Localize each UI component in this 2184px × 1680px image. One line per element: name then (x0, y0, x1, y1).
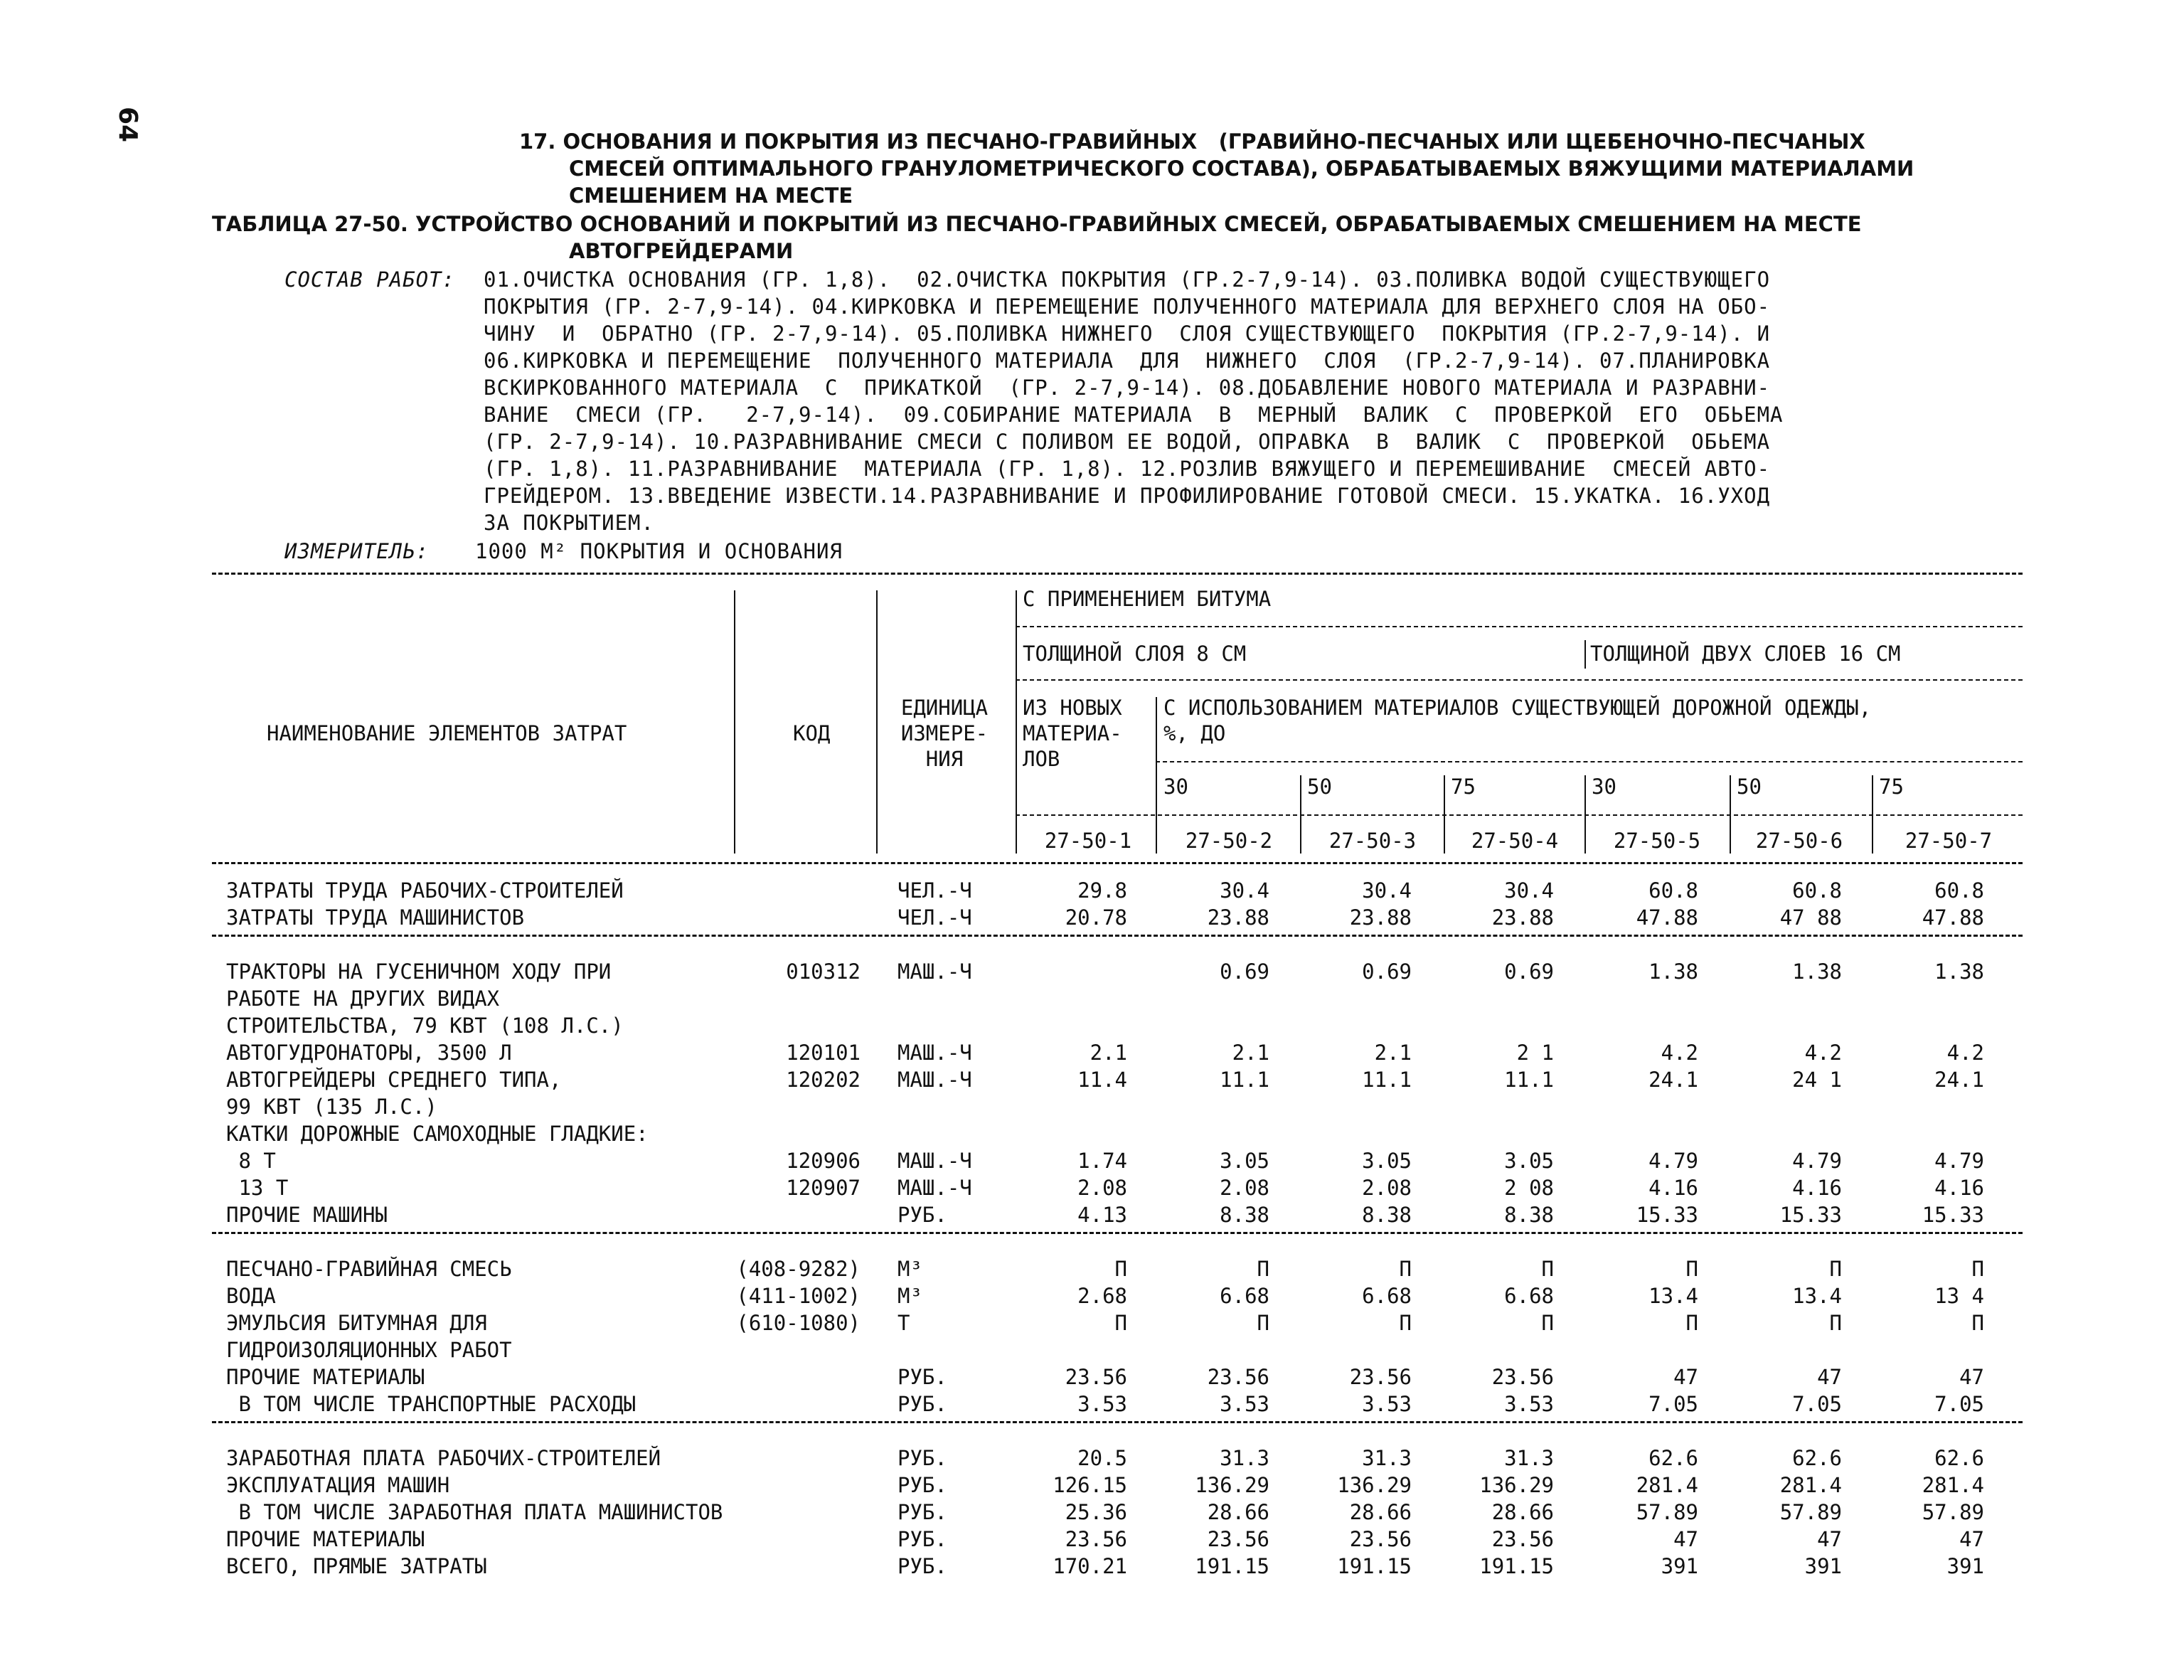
row-name: 99 КВТ (135 Л.С.) (226, 1095, 437, 1119)
section-title-line-2: СМЕСЕЙ ОПТИМАЛЬНОГО ГРАНУЛОМЕТРИЧЕСКОГО СОСТАВА), ОБРАБАТЫВАЕМЫХ ВЯЖУЩИМИ МАТЕРИАЛАМИ (569, 156, 1914, 181)
row-value: 23.88 (1207, 905, 1269, 930)
row-value: П (1541, 1311, 1554, 1335)
header-existing-percent: %, ДО (1163, 721, 1226, 745)
header-column-code: 27-50-6 (1755, 829, 1843, 853)
header-new-materials: ИЗ НОВЫХ (1023, 696, 1122, 720)
row-value: 47 (1817, 1365, 1842, 1389)
row-value: 62.6 (1792, 1446, 1842, 1470)
row-value: 60.8 (1792, 878, 1842, 903)
table-rule (212, 1232, 2023, 1234)
header-unit-col: НИЯ (925, 747, 964, 771)
header-unit-col: ИЗМЕРЕ- (900, 721, 989, 745)
column-separator (1444, 775, 1445, 854)
row-value: П (1541, 1257, 1554, 1281)
column-separator (1584, 640, 1586, 669)
row-value: 13.4 (1648, 1284, 1698, 1308)
row-value: 47 (1673, 1365, 1698, 1389)
row-value: 136.29 (1195, 1473, 1269, 1497)
row-value: П (1829, 1257, 1842, 1281)
row-value: 6.68 (1362, 1284, 1412, 1308)
row-value: 24 1 (1792, 1068, 1842, 1092)
row-value: 8.38 (1220, 1203, 1269, 1227)
row-value: 2.1 (1374, 1041, 1412, 1065)
row-value: 47 (1959, 1365, 1984, 1389)
header-bitumen: С ПРИМЕНЕНИЕМ БИТУМА (1023, 587, 1272, 611)
row-unit: ЧЕЛ.-Ч (897, 905, 972, 930)
row-value: 3.05 (1220, 1149, 1269, 1173)
row-value: П (1257, 1311, 1269, 1335)
row-value: 4.2 (1661, 1041, 1698, 1065)
row-value: 15.33 (1922, 1203, 1984, 1227)
row-value: 0.69 (1220, 959, 1269, 984)
row-value: 23.56 (1491, 1365, 1554, 1389)
row-name: ПЕСЧАНО-ГРАВИЙНАЯ СМЕСЬ (226, 1257, 512, 1281)
row-unit: МАШ.-Ч (897, 1041, 972, 1065)
column-separator (734, 590, 735, 854)
row-value: 30.4 (1220, 878, 1269, 903)
row-value: 2 08 (1504, 1176, 1554, 1200)
header-percent: 50 (1307, 775, 1332, 799)
row-value: 281.4 (1922, 1473, 1984, 1497)
row-value: 47 88 (1779, 905, 1842, 930)
row-value: 23.56 (1349, 1527, 1412, 1551)
row-code: 120101 (786, 1041, 861, 1065)
row-value: 30.4 (1504, 878, 1554, 903)
row-value: 31.3 (1220, 1446, 1269, 1470)
header-column-code: 27-50-7 (1905, 829, 1993, 853)
row-name: СТРОИТЕЛЬСТВА, 79 КВТ (108 Л.С.) (226, 1014, 624, 1038)
row-value: 23.56 (1065, 1365, 1127, 1389)
row-value: 60.8 (1648, 878, 1698, 903)
row-name: ЭКСПЛУАТАЦИЯ МАШИН (226, 1473, 450, 1497)
row-value: 62.6 (1648, 1446, 1698, 1470)
row-value: 1.38 (1648, 959, 1698, 984)
row-name: 8 Т (226, 1149, 276, 1173)
row-code: 010312 (786, 959, 861, 984)
header-thickness-8: ТОЛЩИНОЙ СЛОЯ 8 СМ (1023, 642, 1247, 666)
row-value: 2.08 (1362, 1176, 1412, 1200)
row-value: П (1685, 1311, 1698, 1335)
row-name: ПРОЧИЕ МАШИНЫ (226, 1203, 388, 1227)
row-value: 23.88 (1491, 905, 1554, 930)
row-value: 15.33 (1779, 1203, 1842, 1227)
row-value: 25.36 (1065, 1500, 1127, 1524)
row-value: 11.4 (1077, 1068, 1127, 1092)
header-name-col: НАИМЕНОВАНИЕ ЭЛЕМЕНТОВ ЗАТРАТ (267, 721, 627, 745)
row-value: 4.16 (1934, 1176, 1984, 1200)
row-name: КАТКИ ДОРОЖНЫЕ САМОХОДНЫЕ ГЛАДКИЕ: (226, 1122, 649, 1146)
row-value: 47 (1673, 1527, 1698, 1551)
table-rule (212, 862, 2023, 864)
row-name: ГИДРОИЗОЛЯЦИОННЫХ РАБОТ (226, 1338, 512, 1362)
row-unit: РУБ. (897, 1203, 947, 1227)
composition-line: ВАНИЕ СМЕСИ (ГР. 2-7,9-14). 09.СОБИРАНИЕ МАТЕРИАЛА В МЕРНЫЙ ВАЛИК С ПРОВЕРКОЙ ЕГО ОБЬЕМА (484, 403, 1784, 427)
row-value: 191.15 (1195, 1554, 1269, 1578)
row-value: П (1114, 1257, 1127, 1281)
row-unit: Т (897, 1311, 910, 1335)
row-value: 4.2 (1804, 1041, 1842, 1065)
header-percent: 30 (1163, 775, 1188, 799)
row-name: 13 Т (226, 1176, 289, 1200)
row-value: 136.29 (1337, 1473, 1412, 1497)
composition-line: (ГР. 1,8). 11.РАЗРАВНИВАНИЕ МАТЕРИАЛА (ГР. 1,8). 12.РОЗЛИВ ВЯЖУЩЕГО И ПЕРЕМЕШИВАНИЕ СМЕСЕЙ АВТО- (484, 457, 1771, 481)
row-value: 20.5 (1077, 1446, 1127, 1470)
header-percent: 75 (1451, 775, 1476, 799)
row-value: 4.79 (1648, 1149, 1698, 1173)
row-code: (610-1080) (736, 1311, 861, 1335)
row-unit: МАШ.-Ч (897, 959, 972, 984)
column-separator (1872, 775, 1873, 854)
row-value: 1.38 (1792, 959, 1842, 984)
row-value: П (1971, 1311, 1984, 1335)
composition-line: ГРЕЙДЕРОМ. 13.ВВЕДЕНИЕ ИЗВЕСТИ.14.РАЗРАВНИВАНИЕ И ПРОФИЛИРОВАНИЕ ГОТОВОЙ СМЕСИ. 15.УКАТКА. 16.УХОД (484, 484, 1771, 508)
row-value: 47.88 (1636, 905, 1698, 930)
header-column-code: 27-50-3 (1328, 829, 1417, 853)
row-unit: ЧЕЛ.-Ч (897, 878, 972, 903)
row-value: 28.66 (1491, 1500, 1554, 1524)
row-code: 120202 (786, 1068, 861, 1092)
row-value: 126.15 (1053, 1473, 1127, 1497)
row-value: 60.8 (1934, 878, 1984, 903)
row-name: ПРОЧИЕ МАТЕРИАЛЫ (226, 1527, 425, 1551)
row-value: 29.8 (1077, 878, 1127, 903)
row-value: 23.56 (1207, 1365, 1269, 1389)
row-value: 1.38 (1934, 959, 1984, 984)
table-rule (212, 1421, 2023, 1423)
table-rule (212, 573, 2023, 575)
composition-line: ПОКРЫТИЯ (ГР. 2-7,9-14). 04.КИРКОВКА И ПЕРЕМЕЩЕНИЕ ПОЛУЧЕННОГО МАТЕРИАЛА ДЛЯ ВЕРХНЕГО СЛОЯ НА ОБО- (484, 294, 1771, 319)
row-name: ЭМУЛЬСИЯ БИТУМНАЯ ДЛЯ (226, 1311, 487, 1335)
header-new-materials: ЛОВ (1023, 747, 1060, 771)
row-value: 57.89 (1779, 1500, 1842, 1524)
row-value: 4.16 (1648, 1176, 1698, 1200)
row-value: 4.79 (1934, 1149, 1984, 1173)
header-percent: 30 (1592, 775, 1616, 799)
row-name: В ТОМ ЧИСЛЕ ЗАРАБОТНАЯ ПЛАТА МАШИНИСТОВ (226, 1500, 723, 1524)
header-existing-materials: С ИСПОЛЬЗОВАНИЕМ МАТЕРИАЛОВ СУЩЕСТВУЮЩЕЙ ДОРОЖНОЙ ОДЕЖДЫ, (1163, 696, 1872, 720)
row-value: 13.4 (1792, 1284, 1842, 1308)
row-value: 15.33 (1636, 1203, 1698, 1227)
row-value: 191.15 (1479, 1554, 1554, 1578)
column-separator (1156, 697, 1157, 854)
row-value: 57.89 (1922, 1500, 1984, 1524)
composition-line: 06.КИРКОВКА И ПЕРЕМЕЩЕНИЕ ПОЛУЧЕННОГО МАТЕРИАЛА ДЛЯ НИЖНЕГО СЛОЯ (ГР.2-7,9-14). 07.ПЛАНИРОВКА (484, 349, 1771, 373)
row-name: ПРОЧИЕ МАТЕРИАЛЫ (226, 1365, 425, 1389)
row-unit: РУБ. (897, 1527, 947, 1551)
column-separator (1584, 775, 1586, 854)
composition-label: СОСТАВ РАБОТ: (284, 267, 455, 292)
header-percent: 50 (1737, 775, 1762, 799)
row-value: 4.2 (1946, 1041, 1984, 1065)
table-rule (1016, 679, 2023, 681)
row-value: 0.69 (1362, 959, 1412, 984)
row-value: 191.15 (1337, 1554, 1412, 1578)
row-name: ВОДА (226, 1284, 276, 1308)
row-value: 391 (1946, 1554, 1984, 1578)
row-value: 47 (1959, 1527, 1984, 1551)
row-value: 3.05 (1362, 1149, 1412, 1173)
row-value: 3.53 (1077, 1392, 1127, 1416)
section-title-line-3: СМЕШЕНИЕМ НА МЕСТЕ (569, 184, 853, 208)
table-rule (1156, 761, 2023, 762)
row-unit: РУБ. (897, 1473, 947, 1497)
table-title-line-1: ТАБЛИЦА 27-50. УСТРОЙСТВО ОСНОВАНИЙ И ПОКРЫТИЙ ИЗ ПЕСЧАНО-ГРАВИЙНЫХ СМЕСЕЙ, ОБРАБАТЫВАЕМЫХ СМЕШЕНИЕМ НА МЕСТЕ (212, 212, 1862, 236)
row-value: 281.4 (1779, 1473, 1842, 1497)
row-unit: М³ (897, 1284, 922, 1308)
row-value: 2 1 (1516, 1041, 1554, 1065)
row-unit: МАШ.-Ч (897, 1149, 972, 1173)
row-value: 62.6 (1934, 1446, 1984, 1470)
row-value: 31.3 (1504, 1446, 1554, 1470)
row-value: 2.08 (1220, 1176, 1269, 1200)
section-title-line-1: 17. ОСНОВАНИЯ И ПОКРЫТИЯ ИЗ ПЕСЧАНО-ГРАВИЙНЫХ (ГРАВИЙНО-ПЕСЧАНЫХ ИЛИ ЩЕБЕНОЧНО-ПЕСЧАНЫХ (519, 129, 1865, 154)
row-value: 3.53 (1220, 1392, 1269, 1416)
header-column-code: 27-50-5 (1613, 829, 1701, 853)
row-value: П (1971, 1257, 1984, 1281)
header-column-code: 27-50-4 (1471, 829, 1559, 853)
row-unit: М³ (897, 1257, 922, 1281)
header-thickness-16: ТОЛЩИНОЙ ДВУХ СЛОЕВ 16 СМ (1590, 642, 1901, 666)
row-name: ЗАТРАТЫ ТРУДА МАШИНИСТОВ (226, 905, 525, 930)
row-name: РАБОТЕ НА ДРУГИХ ВИДАХ (226, 987, 500, 1011)
row-value: 1.74 (1077, 1149, 1127, 1173)
table-rule (1016, 626, 2023, 627)
row-value: 6.68 (1220, 1284, 1269, 1308)
header-column-code: 27-50-1 (1044, 829, 1132, 853)
row-unit: МАШ.-Ч (897, 1068, 972, 1092)
row-value: 391 (1804, 1554, 1842, 1578)
row-value: 28.66 (1349, 1500, 1412, 1524)
row-value: 11.1 (1362, 1068, 1412, 1092)
row-value: 13 4 (1934, 1284, 1984, 1308)
row-value: 23.88 (1349, 905, 1412, 930)
row-name: В ТОМ ЧИСЛЕ ТРАНСПОРТНЫЕ РАСХОДЫ (226, 1392, 636, 1416)
row-unit: РУБ. (897, 1392, 947, 1416)
row-name: ЗАРАБОТНАЯ ПЛАТА РАБОЧИХ-СТРОИТЕЛЕЙ (226, 1446, 661, 1470)
row-value: 11.1 (1220, 1068, 1269, 1092)
row-value: 3.05 (1504, 1149, 1554, 1173)
row-value: 8.38 (1362, 1203, 1412, 1227)
row-value: 24.1 (1648, 1068, 1698, 1092)
row-code: 120906 (786, 1149, 861, 1173)
row-value: 391 (1661, 1554, 1698, 1578)
header-percent: 75 (1879, 775, 1904, 799)
row-value: 20.78 (1065, 905, 1127, 930)
row-value: 281.4 (1636, 1473, 1698, 1497)
row-value: 23.56 (1065, 1527, 1127, 1551)
row-code: (408-9282) (736, 1257, 861, 1281)
composition-line: ЧИНУ И ОБРАТНО (ГР. 2-7,9-14). 05.ПОЛИВКА НИЖНЕГО СЛОЯ СУЩЕСТВУЮЩЕГО ПОКРЫТИЯ (ГР.2-7,9-14). И (484, 321, 1771, 346)
row-unit: МАШ.-Ч (897, 1176, 972, 1200)
row-value: 7.05 (1934, 1392, 1984, 1416)
row-code: (411-1002) (736, 1284, 861, 1308)
row-value: 3.53 (1362, 1392, 1412, 1416)
row-value: 23.56 (1349, 1365, 1412, 1389)
composition-line: (ГР. 2-7,9-14). 10.РАЗРАВНИВАНИЕ СМЕСИ С ПОЛИВОМ ЕЕ ВОДОЙ, ОПРАВКА В ВАЛИК С ПРОВЕРКОЙ ОБЬЕМА (484, 430, 1771, 454)
row-value: 2.68 (1077, 1284, 1127, 1308)
row-value: 2.1 (1232, 1041, 1269, 1065)
row-value: 4.79 (1792, 1149, 1842, 1173)
row-value: 47 (1817, 1527, 1842, 1551)
column-separator (1730, 775, 1731, 854)
row-value: П (1114, 1311, 1127, 1335)
row-value: 7.05 (1792, 1392, 1842, 1416)
row-value: 11.1 (1504, 1068, 1554, 1092)
row-unit: РУБ. (897, 1554, 947, 1578)
composition-line: ЗА ПОКРЫТИЕМ. (484, 511, 654, 535)
row-value: 47.88 (1922, 905, 1984, 930)
measure-label: ИЗМЕРИТЕЛЬ: (284, 539, 430, 563)
row-unit: РУБ. (897, 1446, 947, 1470)
row-value: П (1829, 1311, 1842, 1335)
header-code-col: КОД (793, 721, 831, 745)
row-value: 7.05 (1648, 1392, 1698, 1416)
row-value: П (1257, 1257, 1269, 1281)
row-value: П (1399, 1257, 1412, 1281)
row-value: 2.08 (1077, 1176, 1127, 1200)
row-code: 120907 (786, 1176, 861, 1200)
row-value: П (1685, 1257, 1698, 1281)
row-value: 6.68 (1504, 1284, 1554, 1308)
table-title-line-2: АВТОГРЕЙДЕРАМИ (569, 239, 794, 263)
header-column-code: 27-50-2 (1185, 829, 1273, 853)
row-value: 0.69 (1504, 959, 1554, 984)
column-separator (876, 590, 878, 854)
row-value: П (1399, 1311, 1412, 1335)
row-value: 30.4 (1362, 878, 1412, 903)
row-value: 57.89 (1636, 1500, 1698, 1524)
row-unit: РУБ. (897, 1365, 947, 1389)
row-value: 28.66 (1207, 1500, 1269, 1524)
row-value: 170.21 (1053, 1554, 1127, 1578)
row-value: 23.56 (1491, 1527, 1554, 1551)
row-value: 4.13 (1077, 1203, 1127, 1227)
table-rule (212, 935, 2023, 937)
row-value: 2.1 (1090, 1041, 1127, 1065)
row-value: 8.38 (1504, 1203, 1554, 1227)
header-unit-col: ЕДИНИЦА (900, 696, 989, 720)
row-name: ТРАКТОРЫ НА ГУСЕНИЧНОМ ХОДУ ПРИ (226, 959, 612, 984)
row-name: АВТОГРЕЙДЕРЫ СРЕДНЕГО ТИПА, (226, 1068, 562, 1092)
row-value: 4.16 (1792, 1176, 1842, 1200)
row-value: 23.56 (1207, 1527, 1269, 1551)
measure-value: 1000 М² ПОКРЫТИЯ И ОСНОВАНИЯ (475, 539, 843, 563)
row-name: ЗАТРАТЫ ТРУДА РАБОЧИХ-СТРОИТЕЛЕЙ (226, 878, 624, 903)
row-value: 24.1 (1934, 1068, 1984, 1092)
row-name: ВСЕГО, ПРЯМЫЕ ЗАТРАТЫ (226, 1554, 487, 1578)
row-value: 3.53 (1504, 1392, 1554, 1416)
composition-line: 01.ОЧИСТКА ОСНОВАНИЯ (ГР. 1,8). 02.ОЧИСТКА ПОКРЫТИЯ (ГР.2-7,9-14). 03.ПОЛИВКА ВОДОЙ СУЩЕСТВУЮЩЕГО (484, 267, 1771, 292)
column-separator (1300, 775, 1301, 854)
row-name: АВТОГУДРОНАТОРЫ, 3500 Л (226, 1041, 512, 1065)
page-number: 64 (113, 107, 142, 143)
row-value: 136.29 (1479, 1473, 1554, 1497)
composition-line: ВСКИРКОВАННОГО МАТЕРИАЛА С ПРИКАТКОЙ (ГР. 2-7,9-14). 08.ДОБАВЛЕНИЕ НОВОГО МАТЕРИАЛА И РАЗРАВНИ- (484, 376, 1771, 400)
row-value: 31.3 (1362, 1446, 1412, 1470)
row-unit: РУБ. (897, 1500, 947, 1524)
header-new-materials: МАТЕРИА- (1023, 721, 1122, 745)
